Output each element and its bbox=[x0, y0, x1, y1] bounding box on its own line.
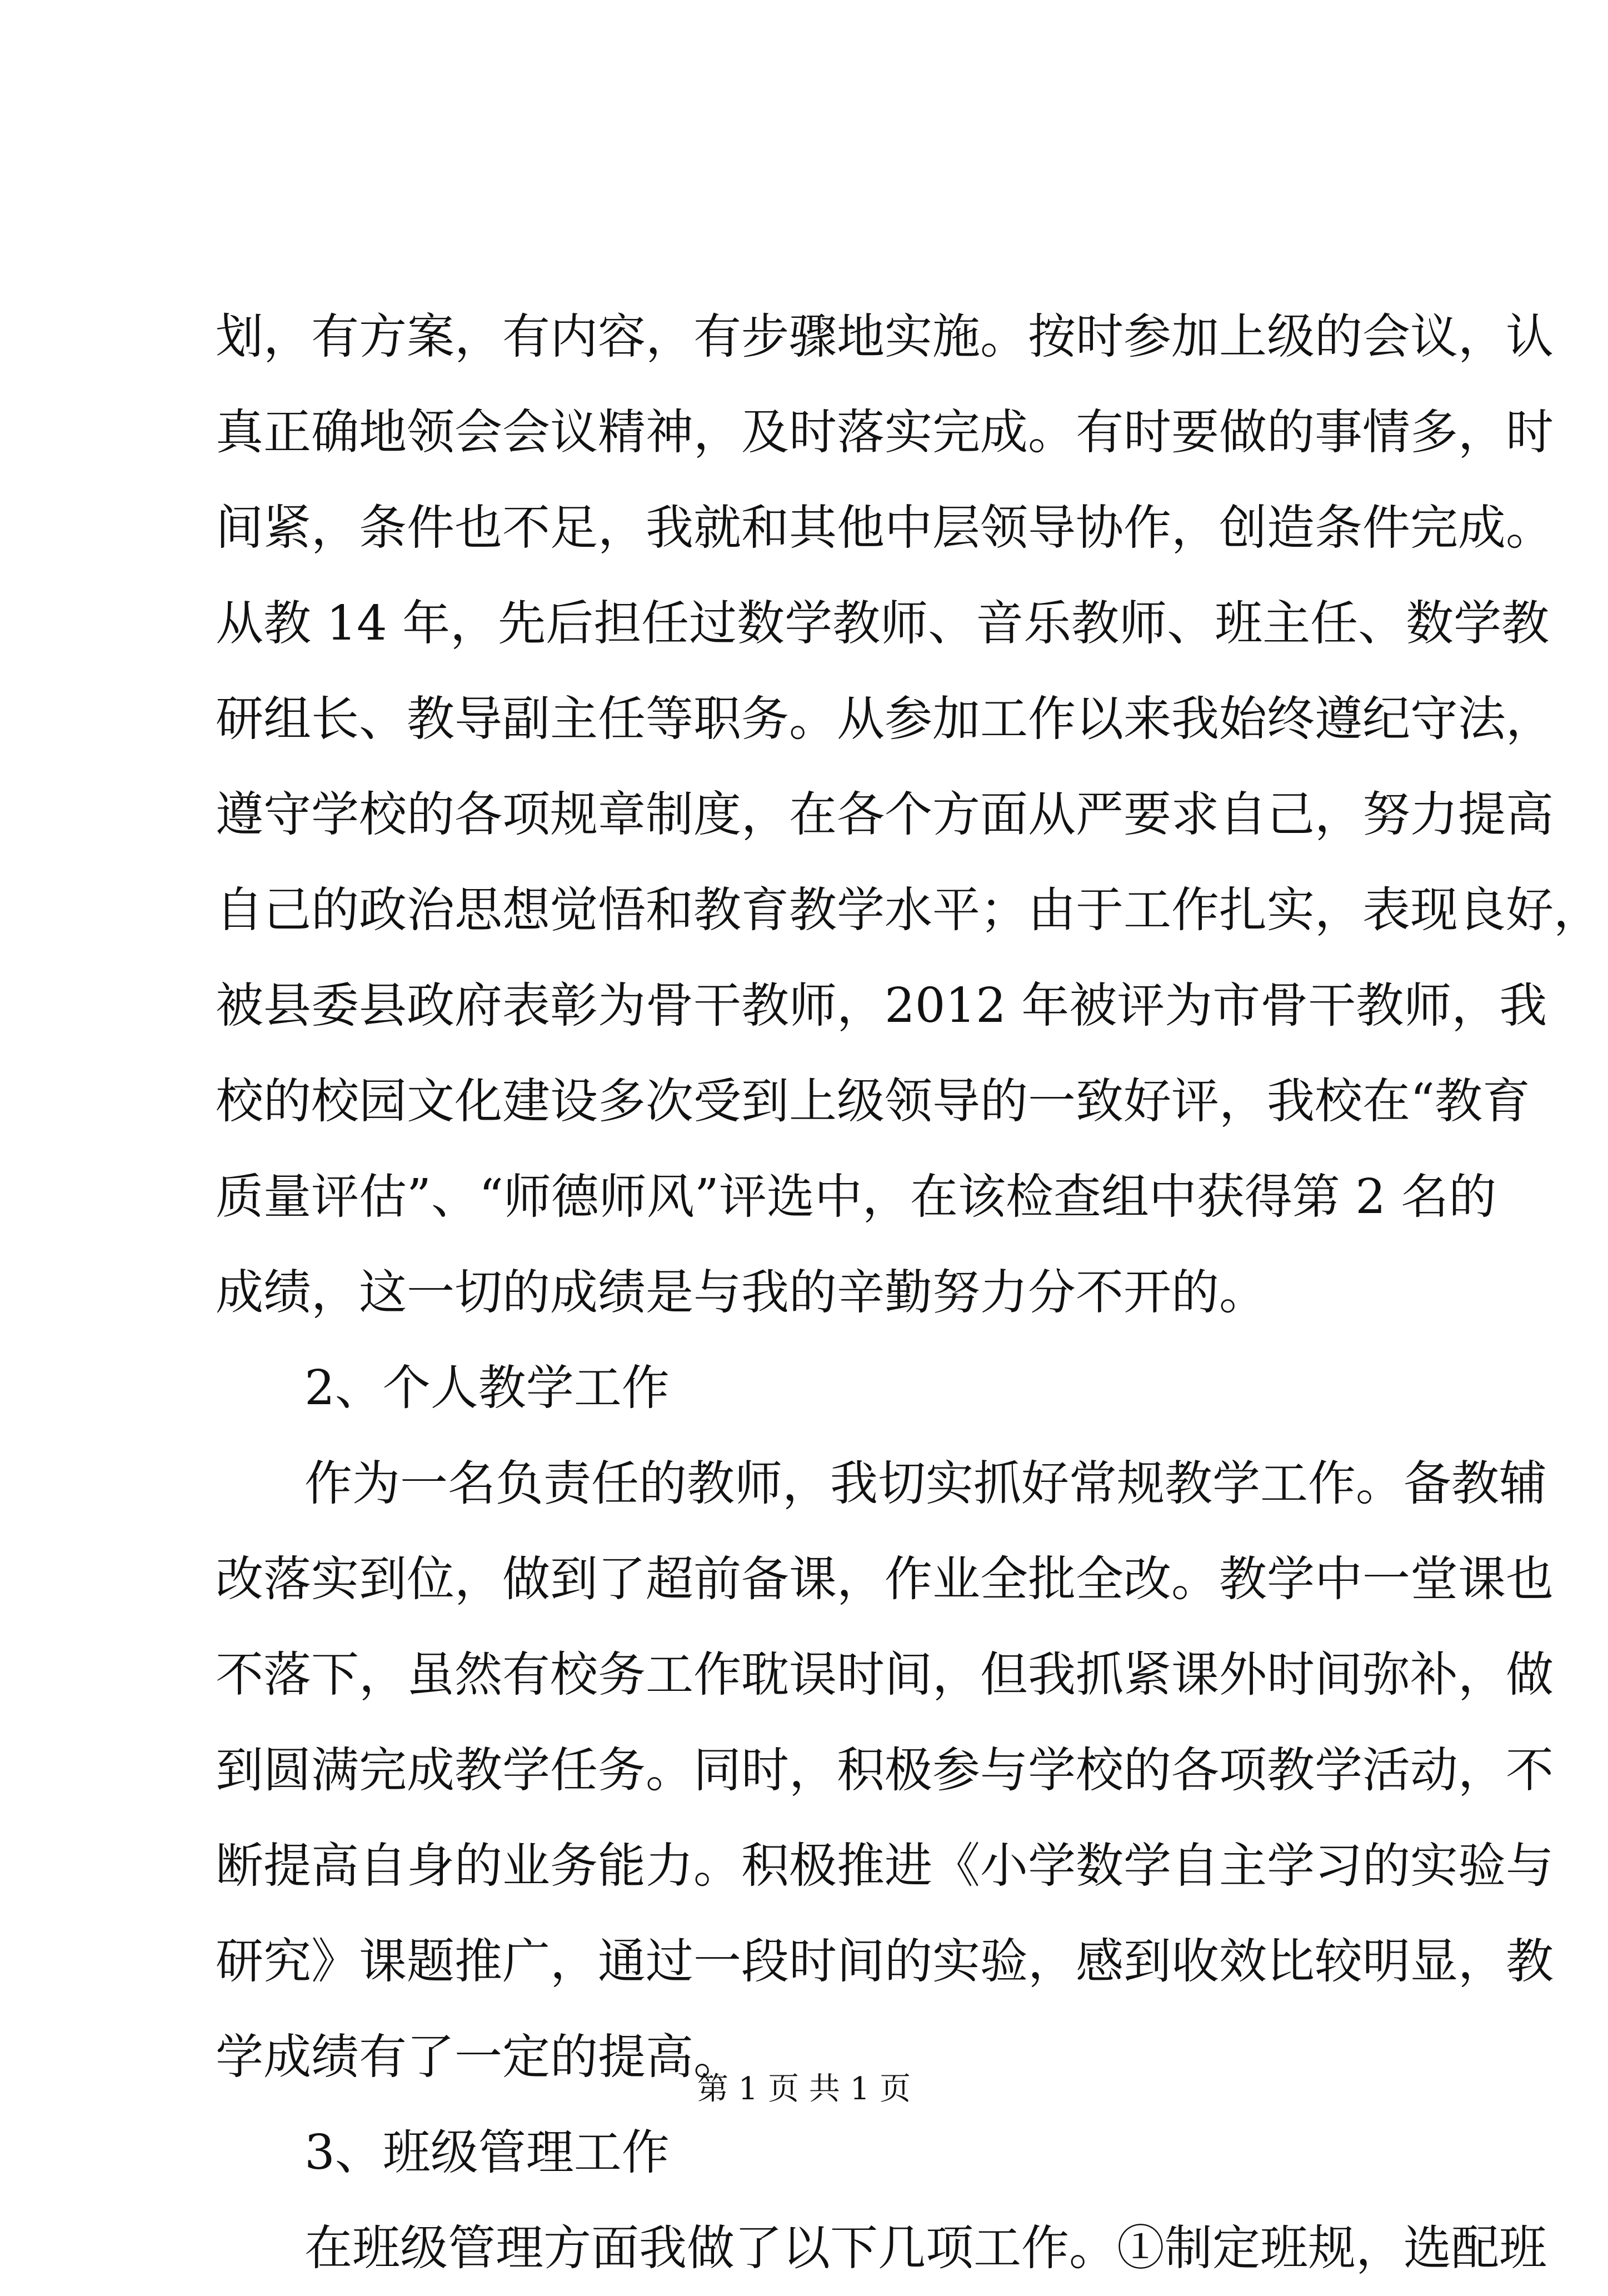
text-line: 校的校园文化建设多次受到上级领导的一致好评，我校在“教育 bbox=[216, 1074, 1530, 1129]
text-line: 不落下，虽然有校务工作耽误时间，但我抓紧课外时间弥补，做 bbox=[216, 1647, 1554, 1703]
paragraph-first-line: 作为一名负责任的教师，我切实抓好常规教学工作。备教辅 bbox=[304, 1456, 1547, 1511]
text-line: 断提高自身的业务能力。积极推进《小学数学自主学习的实验与 bbox=[216, 1838, 1554, 1894]
text-line: 被县委县政府表彰为骨干教师，2012 年被评为市骨干教师，我 bbox=[216, 978, 1547, 1034]
text-line: 研组长、教导副主任等职务。从参加工作以来我始终遵纪守法， bbox=[216, 691, 1554, 747]
section-heading: 2、个人教学工作 bbox=[304, 1360, 670, 1416]
text-line: 真正确地领会会议精神，及时落实完成。有时要做的事情多，时 bbox=[216, 405, 1554, 460]
text-line: 从教 14 年，先后担任过数学教师、音乐教师、班主任、数学教 bbox=[216, 596, 1550, 651]
text-line: 自己的政治思想觉悟和教育教学水平；由于工作扎实，表现良好， bbox=[216, 882, 1601, 938]
text-line: 改落实到位，做到了超前备课，作业全批全改。教学中一堂课也 bbox=[216, 1551, 1554, 1607]
document-body bbox=[216, 289, 1601, 2296]
text-line: 划，有方案，有内容，有步骤地实施。按时参加上级的会议，认 bbox=[216, 309, 1554, 365]
text-line: 遵守学校的各项规章制度，在各个方面从严要求自己，努力提高 bbox=[216, 787, 1554, 842]
page-footer: 第 1 页 共 1 页 bbox=[697, 2071, 911, 2107]
section-heading: 3、班级管理工作 bbox=[304, 2125, 670, 2180]
text-line: 成绩，这一切的成绩是与我的辛勤努力分不开的。 bbox=[216, 1265, 1267, 1320]
text-line: 研究》课题推广，通过一段时间的实验，感到收效比较明显，教 bbox=[216, 1934, 1554, 1989]
text-line: 学成绩有了一定的提高。 bbox=[216, 2029, 741, 2085]
paragraph-first-line: 在班级管理方面我做了以下几项工作。①制定班规，选配班 bbox=[304, 2220, 1547, 2276]
text-line: 间紧，条件也不足，我就和其他中层领导协作，创造条件完成。 bbox=[216, 500, 1554, 556]
text-line: 质量评估”、“师德师风”评选中，在该检查组中获得第 2 名的 bbox=[216, 1169, 1497, 1225]
text-line: 到圆满完成教学任务。同时，积极参与学校的各项教学活动，不 bbox=[216, 1743, 1554, 1798]
